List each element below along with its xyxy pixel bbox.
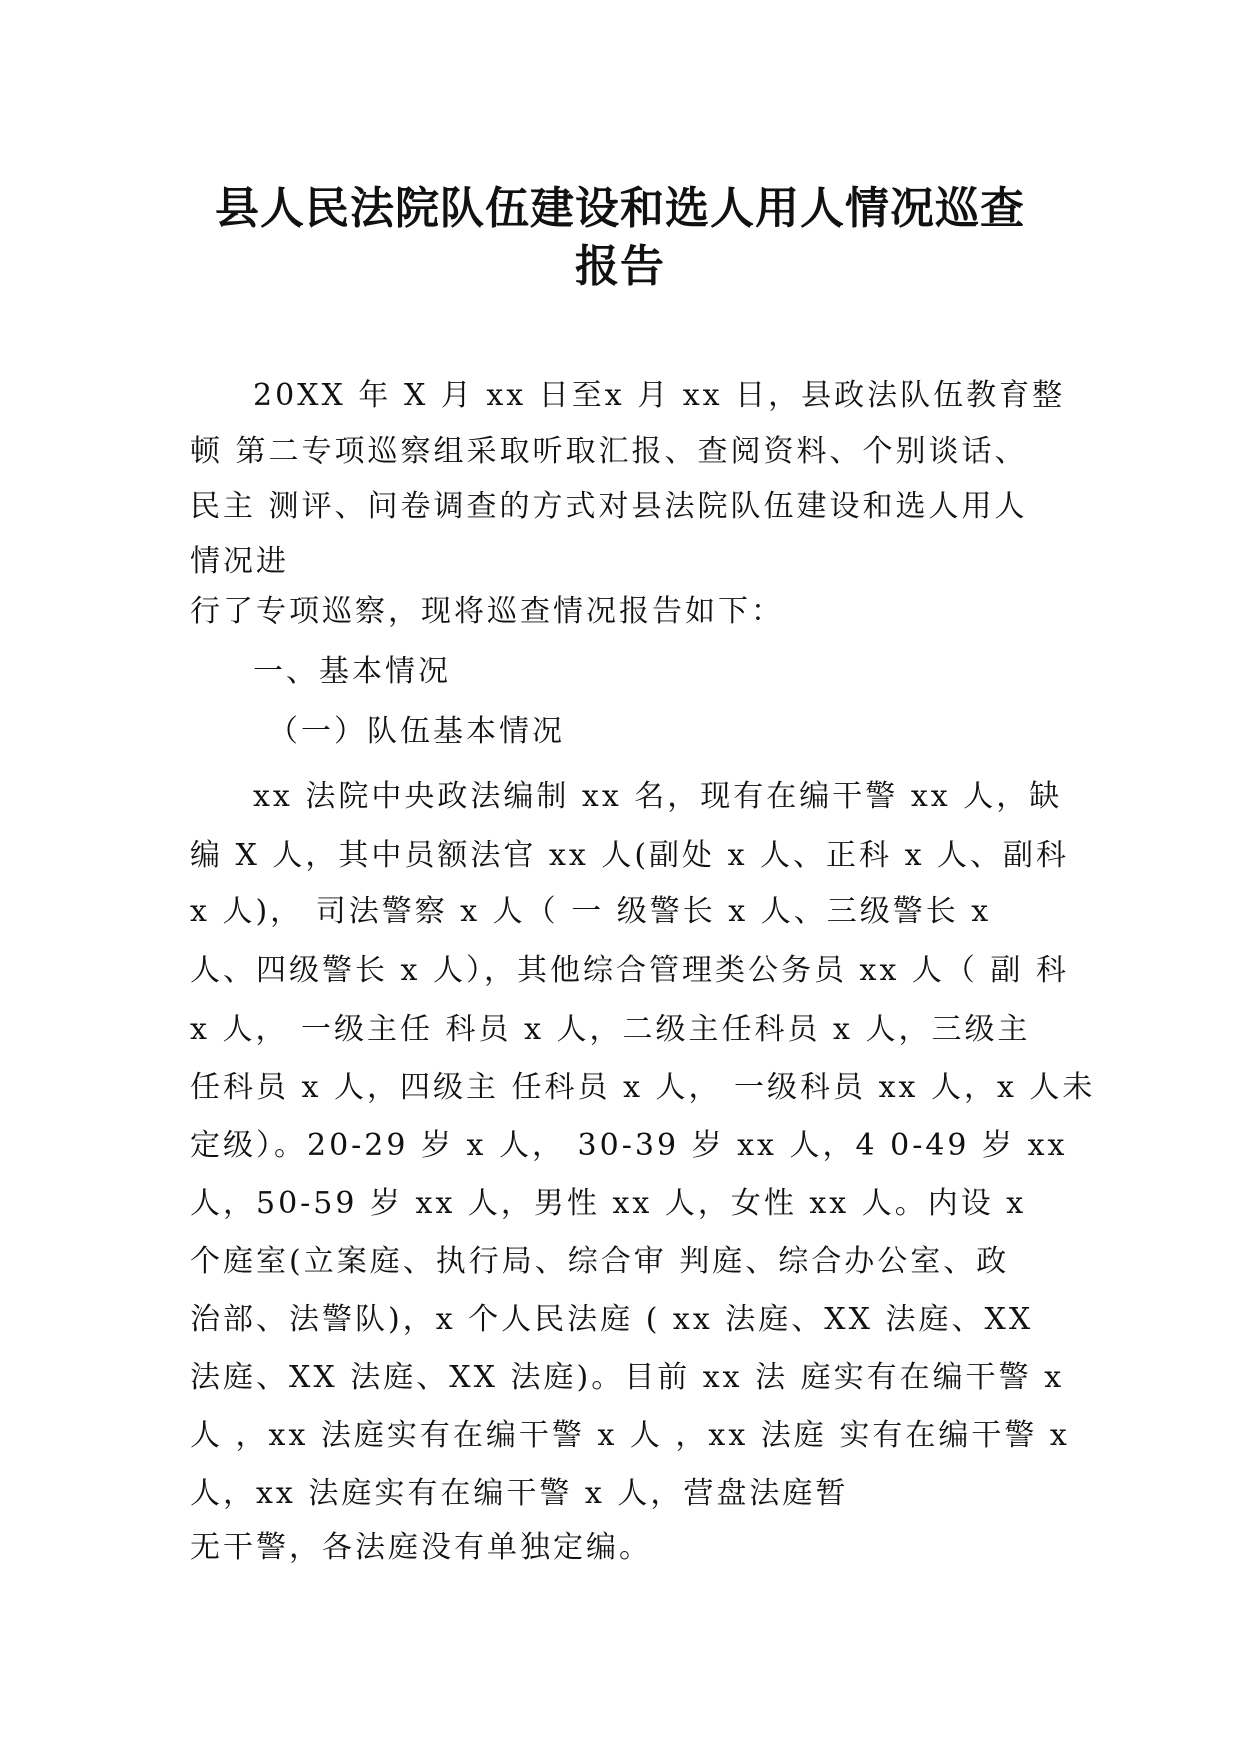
body-line: 个庭室(立案庭、执行局、综合审 判庭、综合办公室、政 [190, 1244, 1010, 1279]
body-line: 人，50-59 岁 xx 人，男性 xx 人，女性 xx 人。内设 x [190, 1186, 1027, 1221]
body-line: 人、四级警长 x 人），其他综合管理类公务员 xx 人（ 副 科 [190, 953, 1069, 988]
body-line: 民主 测评、问卷调查的方式对县法院队伍建设和选人用人 [190, 489, 1028, 524]
body-line: 定级）。20-29 岁 x 人， 30-39 岁 xx 人，4 0-49 岁 xx [190, 1128, 1068, 1163]
body-line: 任科员 x 人，四级主 任科员 x 人， 一级科员 xx 人，x 人未 [190, 1070, 1096, 1105]
body-line: 无干警，各法庭没有单独定编。 [190, 1530, 652, 1565]
document-title-line-1: 县人民法院队伍建设和选人用人情况巡查 [215, 183, 1025, 234]
body-line: 治部、法警队)，x 个人民法庭 ( xx 法庭、XX 法庭、XX [190, 1302, 1034, 1337]
body-line: 顿 第二专项巡察组采取听取汇报、查阅资料、个别谈话、 [190, 434, 1028, 469]
body-line: x 人)， 司法警察 x 人（ 一 级警长 x 人、三级警长 x [190, 894, 992, 929]
body-line: 法庭、XX 法庭、XX 法庭)。目前 xx 法 庭实有在编干警 x [190, 1360, 1065, 1395]
document-title-line-2: 报告 [575, 241, 665, 292]
body-line: 人 ，xx 法庭实有在编干警 x 人 ，xx 法庭 实有在编干警 x [190, 1418, 1070, 1453]
body-line: 编 X 人，其中员额法官 xx 人(副处 x 人、正科 x 人、副科 [190, 838, 1070, 873]
subsection-heading: （一）队伍基本情况 [268, 714, 565, 749]
body-line: x 人， 一级主任 科员 x 人，二级主任科员 x 人，三级主 [190, 1012, 1031, 1047]
body-line: xx 法院中央政法编制 xx 名，现有在编干警 xx 人，缺 [253, 779, 1063, 814]
section-heading: 一、基本情况 [253, 654, 451, 689]
body-line: 行了专项巡察，现将巡查情况报告如下： [190, 594, 784, 629]
body-line: 情况进 [190, 544, 289, 579]
body-line: 人，xx 法庭实有在编干警 x 人，营盘法庭暂 [190, 1476, 849, 1511]
body-line: 20XX 年 X 月 xx 日至x 月 xx 日，县政法队伍教育整 [253, 378, 1066, 413]
